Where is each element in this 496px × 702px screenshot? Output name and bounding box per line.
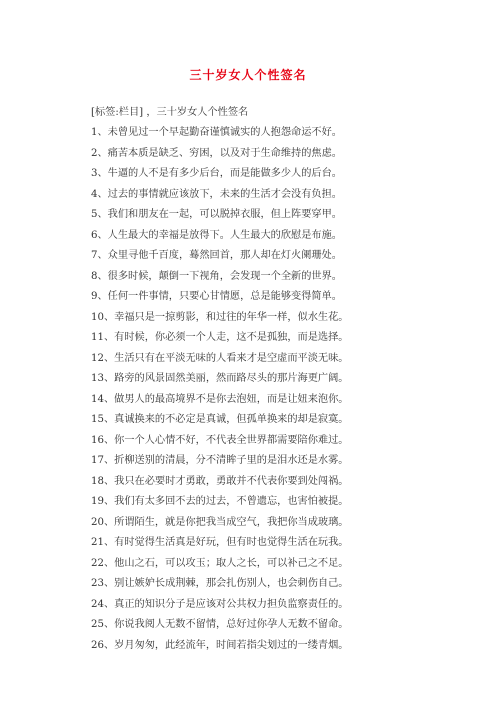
list-item: 24、真正的知识分子是应该对公共权力担负监察责任的。 bbox=[91, 598, 349, 610]
list-item: 21、有时觉得生活真是好玩，但有时也觉得生活在玩我。 bbox=[91, 537, 349, 548]
list-item: 12、生活只有在平淡无味的人看来才是空虚而平淡无味。 bbox=[91, 352, 349, 364]
list-item: 2、痛苦本质是缺乏、穷困，以及对于生命维持的焦虑。 bbox=[91, 147, 342, 159]
list-item: 14、做男人的最高境界不是你去泡妞，而是让妞来泡你。 bbox=[91, 393, 349, 405]
list-item: 19、我们有太多回不去的过去，不曾遗忘，也害怕被提。 bbox=[91, 496, 349, 507]
list-item: 9、任何一件事情，只要心甘情愿，总是能够变得简单。 bbox=[91, 291, 342, 302]
list-item: 11、有时候，你必须一个人走，这不是孤独，而是选择。 bbox=[91, 332, 349, 343]
list-item: 13、路旁的风景固然美丽，然而路尽头的那片海更广阔。 bbox=[91, 373, 349, 384]
list-item: 25、你说我阅人无数不留情，总好过你孕人无数不留命。 bbox=[91, 619, 349, 630]
list-item: 8、很多时候，颠倒一下视角，会发现一个全新的世界。 bbox=[91, 270, 342, 282]
signature-list bbox=[91, 126, 348, 659]
list-item: 10、幸福只是一掠剪影，和过往的年华一样，似水生花。 bbox=[91, 311, 349, 323]
list-item: 4、过去的事情就应该放下，未来的生活才会没有负担。 bbox=[91, 188, 342, 200]
list-item: 22、他山之石，可以攻玉；取人之长，可以补己之不足。 bbox=[91, 557, 349, 569]
list-item: 6、人生最大的幸福是放得下。人生最大的欣慰是布施。 bbox=[91, 229, 342, 241]
list-item: 18、我只在必要时才勇敢，勇敢并不代表你要到处闯祸。 bbox=[91, 475, 349, 487]
tag-line: [标签:栏目] ，三十岁女人个性签名 bbox=[91, 107, 249, 118]
list-item: 3、牛逼的人不是有多少后台，而是能做多少人的后台。 bbox=[91, 168, 342, 179]
list-item: 5、我们和朋友在一起，可以脱掉衣服，但上阵要穿甲。 bbox=[91, 209, 342, 220]
list-item: 1、未曾见过一个早起勤奋谨慎诚实的人抱怨命运不好。 bbox=[91, 127, 342, 138]
list-item: 26、岁月匆匆，此经流年，时间若指尖划过的一缕青烟。 bbox=[91, 639, 349, 651]
list-item: 16、你一个人心情不好，不代表全世界都需要陪你难过。 bbox=[91, 434, 349, 446]
list-item: 23、别让嫉妒长成荆棘，那会扎伤别人，也会刺伤自己。 bbox=[91, 578, 349, 589]
document-title: 三十岁女人个性签名 bbox=[189, 68, 307, 82]
list-item: 17、折柳送别的清晨，分不清眸子里的是泪水还是水雾。 bbox=[91, 455, 349, 466]
list-item: 7、众里寻他千百度，蓦然回首，那人却在灯火阑珊处。 bbox=[91, 250, 342, 261]
list-item: 20、所谓陌生，就是你把我当成空气，我把你当成玻璃。 bbox=[91, 516, 349, 528]
list-item: 15、真诚换来的不必定是真诚，但孤单换来的却是寂寞。 bbox=[91, 414, 349, 425]
